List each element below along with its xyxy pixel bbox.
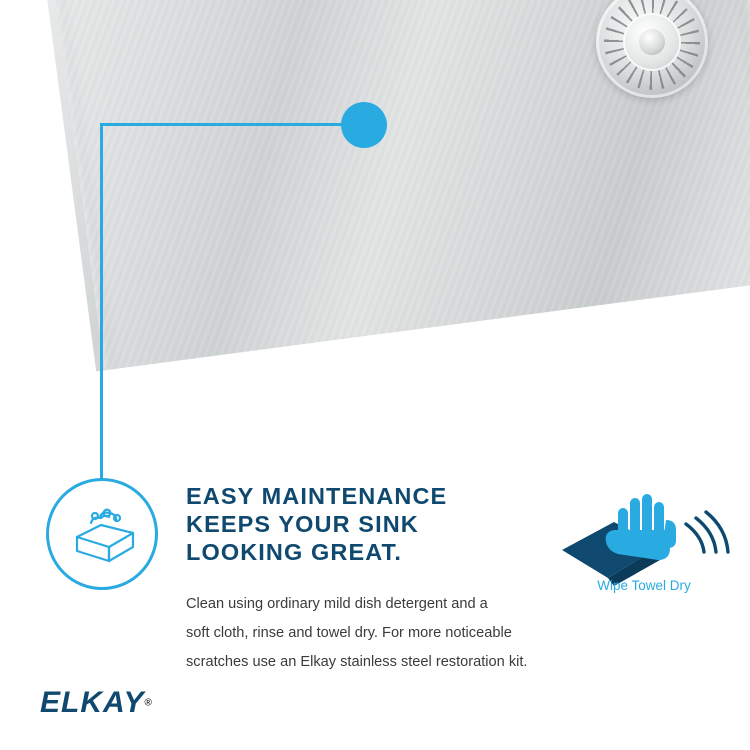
motion-lines [686,512,728,552]
body-line-3: scratches use an Elkay stainless steel restoration kit. [186,654,528,670]
page-title [186,482,586,566]
sponge-icon [71,507,139,567]
elkay-logo-text: ELKAY [40,686,145,719]
callout-dot [341,102,387,148]
elkay-logo [40,688,200,722]
callout-line-horizontal [100,123,342,126]
headline-line-3: LOOKING GREAT. [186,539,403,565]
headline-line-1: EASY MAINTENANCE [186,483,448,509]
body-line-1: Clean using ordinary mild dish detergent and a [186,596,488,612]
wipe-caption: Wipe Towel Dry [597,578,691,593]
body-copy [186,590,578,677]
body-line-2: soft cloth, rinse and towel dry. For more noticeable [186,625,512,641]
drain-center [639,29,665,55]
callout-line-vertical [100,123,103,480]
sponge-icon-circle [46,478,158,590]
registered-mark: ® [144,697,152,709]
headline-line-2: KEEPS YOUR SINK [186,511,419,537]
